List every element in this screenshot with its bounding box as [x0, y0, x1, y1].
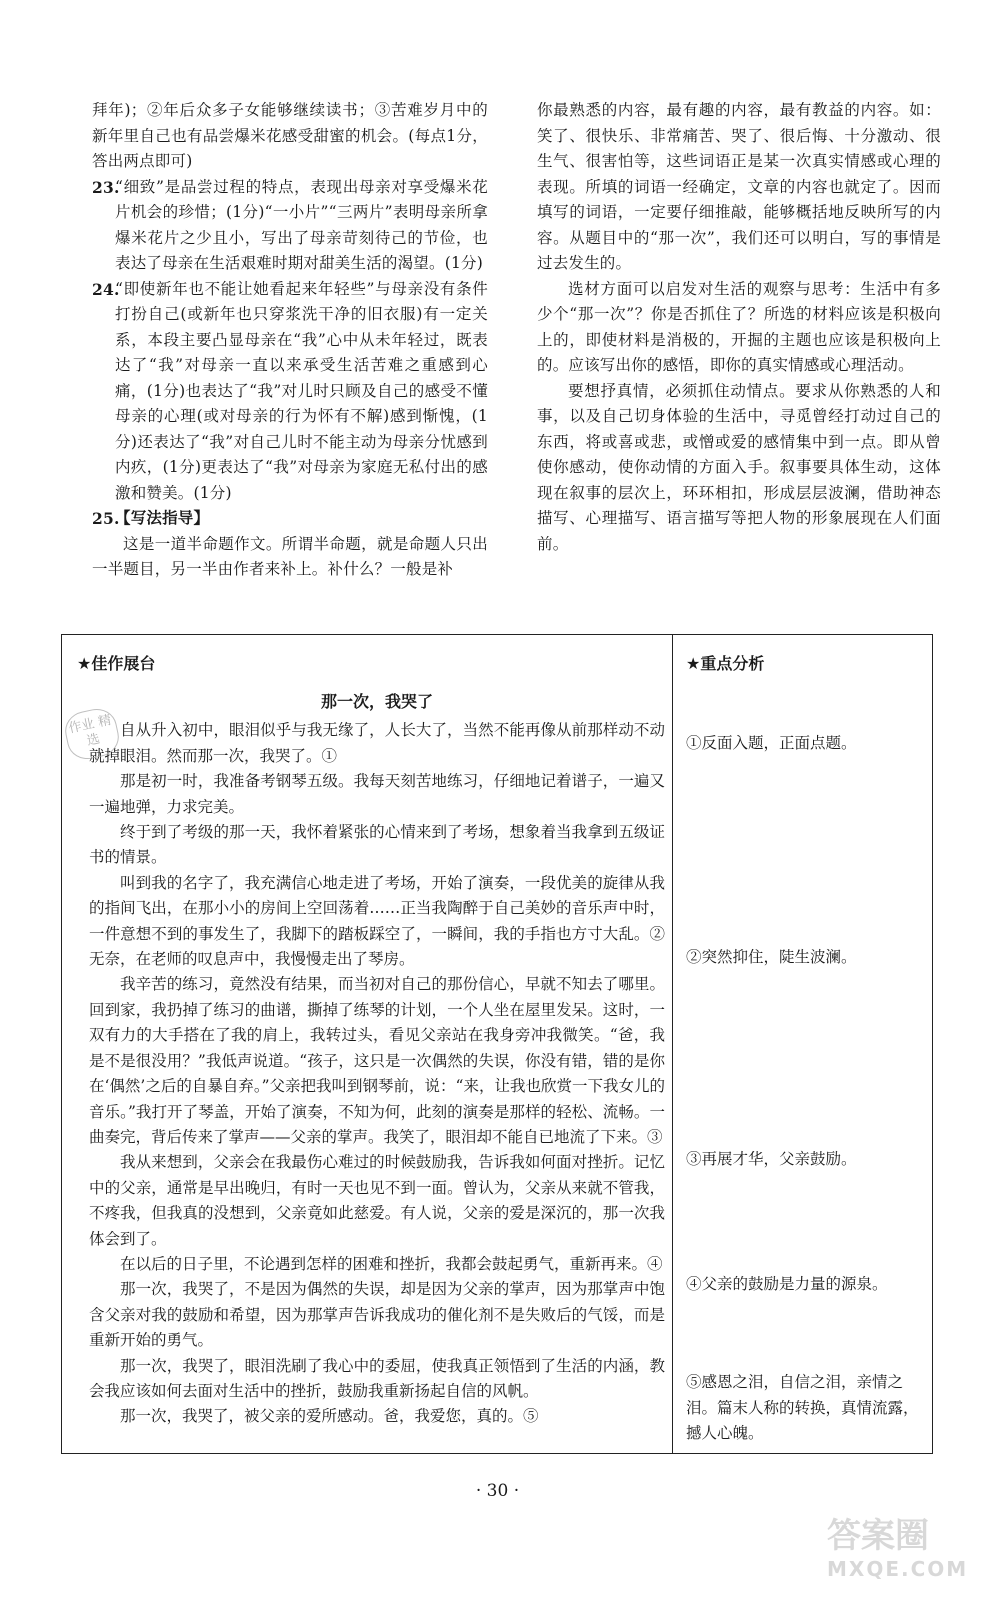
answer-23 [92, 175, 488, 277]
essay-paragraph: 那一次，我哭了，不是因为偶然的失误，却是因为父亲的掌声，因为那掌声中饱含父亲对我的鼓励和希望，因为那掌声告诉我成功的催化剂不是失败后的气馁，而是重新开始的勇气。 [89, 1280, 665, 1350]
model-essay [89, 689, 665, 1430]
right-column [537, 98, 941, 557]
watermark-url: MXQE.COM [827, 1557, 969, 1581]
showcase-title: ★佳作展台 [77, 654, 156, 673]
showcase-box [61, 634, 933, 1454]
guide-paragraph: 要想抒真情，必须抓住动情点。要求从你熟悉的人和事，以及自己切身体验的生活中，寻觅曾经打动过自己的东西，将或喜或悲，或憎或爱的感情集中到一点。即从曾使你感动，使你动情的方面入手。叙事要具体生动，这体现在叙事的层次上，环环相扣，形成层层波澜，借助神态描写、心理描写、语言描写等把人物的形象展现在人们面前。 [537, 381, 941, 553]
essay-paragraph: 叫到我的名字了，我充满信心地走进了考场，开始了演奏，一段优美的旋律从我的指间飞出，在那小小的房间上空回荡着……正当我陶醉于自己美妙的音乐声中时，一件意想不到的事发生了，我脚下的踏板踩空了，一瞬间，我的手指也方寸大乱。②无奈，在老师的叹息声中，我慢慢走出了琴房。 [89, 873, 665, 969]
answer-24 [92, 277, 488, 507]
essay-paragraph: 在以后的日子里，不论遇到怎样的困难和挫折，我都会鼓起勇气，重新再来。④ [120, 1254, 663, 1273]
left-column [92, 98, 488, 583]
guide-paragraph: 你最熟悉的内容，最有趣的内容，最有教益的内容。如：笑了、很快乐、非常痛苦、哭了、很后悔、十分激动、很生气、很害怕等，这些词语正是某一次真实情感或心理的表现。所填的词语一经确定，文章的内容也就定了。因而填写的词语，一定要仔细推敲，能够概括地反映所写的内容。从题目中的“那一次”，我们还可以明白，写的事情是过去发生的。 [537, 101, 941, 272]
homework-stamp: 作业 精选 [62, 705, 123, 763]
essay-paragraph: 自从升入初中，眼泪似乎与我无缘了，人长大了，当然不能再像从前那样动不动就掉眼泪。然而那一次，我哭了。① [89, 721, 665, 765]
analysis-note: ④父亲的鼓励是力量的源泉。 [686, 1275, 888, 1293]
analysis-note: ⑤感恩之泪，自信之泪，亲情之泪。篇末人称的转换，真情流露，撼人心魄。 [686, 1373, 919, 1442]
essay-paragraph: 那一次，我哭了，眼泪洗刷了我心中的委屈，使我真正领悟到了生活的内涵，教会我应该如何去面对生活中的挫折，鼓励我重新扬起自信的风帆。 [89, 1356, 665, 1400]
question-number: 25. [92, 509, 120, 528]
site-watermark [827, 1516, 977, 1586]
answer-text: “即使新年也不能让她看起来年轻些”与母亲没有条件打扮自己(或新年也只穿浆洗干净的旧衣服)有一定关系，本段主要凸显母亲在“我”心中从未年轻过，既表达了“我”对母亲一直以来承受生活苦难之重感到心痛，(1分)也表达了“我”对儿时只顾及自己的感受不懂母亲的心理(或对母亲的行为怀有不解)感到惭愧，(1分)还表达了“我”对自己儿时不能主动为母亲分忧感到内疚，(1分)更表达了“我”对母亲为家庭无私付出的感激和赞美。(1分) [115, 279, 488, 502]
section-heading: 【写法指导】 [115, 509, 210, 527]
page-number: · 30 · [475, 1481, 520, 1501]
answer-text: “细致”是品尝过程的特点，表现出母亲对享受爆米花片机会的珍惜；(1分)“一小片”“三两片”表明母亲所拿爆米花片之少且小，写出了母亲苛刻待己的节俭，也表达了母亲在生活艰难时期对甜美生活的渴望。(1分) [115, 177, 488, 272]
watermark-logo: 答案圈 [827, 1516, 929, 1556]
essay-paragraph: 我从来想到，父亲会在我最伤心难过的时候鼓励我，告诉我如何面对挫折。记忆中的父亲，通常是早出晚归，有时一天也见不到一面。曾认为，父亲从来就不管我，不疼我，但我真的没想到，父亲竟如此慈爱。有人说，父亲的爱是深沉的，那一次我体会到了。 [89, 1153, 665, 1248]
essay-paragraph: 终于到了考级的那一天，我怀着紧张的心情来到了考场，想象着当我拿到五级证书的情景。 [89, 823, 665, 867]
analysis-note: ①反面入题，正面点题。 [686, 734, 857, 752]
column-divider [672, 635, 673, 1453]
answer-25 [92, 506, 488, 532]
writing-guide-text: 这是一道半命题作文。所谓半命题，就是命题人只出一半题目，另一半由作者来补上。补什么？一般是补 [92, 534, 488, 578]
analysis-note: ②突然抑住，陡生波澜。 [686, 948, 857, 966]
essay-paragraph: 那是初一时，我准备考钢琴五级。我每天刻苦地练习，仔细地记着谱子，一遍又一遍地弹，力求完美。 [89, 772, 665, 816]
essay-paragraph: 那一次，我哭了，被父亲的爱所感动。爸，我爱您，真的。⑤ [120, 1407, 539, 1426]
analysis-note: ③再展才华，父亲鼓励。 [686, 1150, 857, 1168]
essay-title: 那一次，我哭了 [320, 692, 433, 711]
question-number: 23. [92, 177, 120, 197]
guide-paragraph: 选材方面可以启发对生活的观察与思考：生活中有多少个“那一次”？你是否抓住了？所选的材料应该是积极向上的，即使材料是消极的，开掘的主题也应该是积极向上的。应该写出你的感悟，即你的真实情感或心理活动。 [537, 279, 941, 374]
analysis-title: ★重点分析 [686, 654, 765, 673]
question-number: 24. [92, 279, 120, 299]
essay-paragraph: 我辛苦的练习，竟然没有结果，而当初对自己的那份信心，早就不知去了哪里。回到家，我扔掉了练习的曲谱，撕掉了练琴的计划，一个人坐在屋里发呆。这时，一双有力的大手搭在了我的肩上，我转过头，看见父亲站在我身旁冲我微笑。“爸，我是不是很没用？”我低声说道。“孩子，这只是一次偶然的失误，你没有错，错的是你在‘偶然’之后的自暴自弃。”父亲把我叫到钢琴前，说：“来，让我也欣赏一下我女儿的音乐。”我打开了琴盖，开始了演奏，不知为何，此刻的演奏是那样的轻松、流畅。一曲奏完，背后传来了掌声——父亲的掌声。我笑了，眼泪却不能自已地流了下来。③ [89, 975, 665, 1146]
answer-22-continued: 拜年)；②年后众多子女能够继续读书；③苦难岁月中的新年里自己也有品尝爆米花感受甜蜜的机会。(每点1分，答出两点即可) [92, 101, 488, 170]
